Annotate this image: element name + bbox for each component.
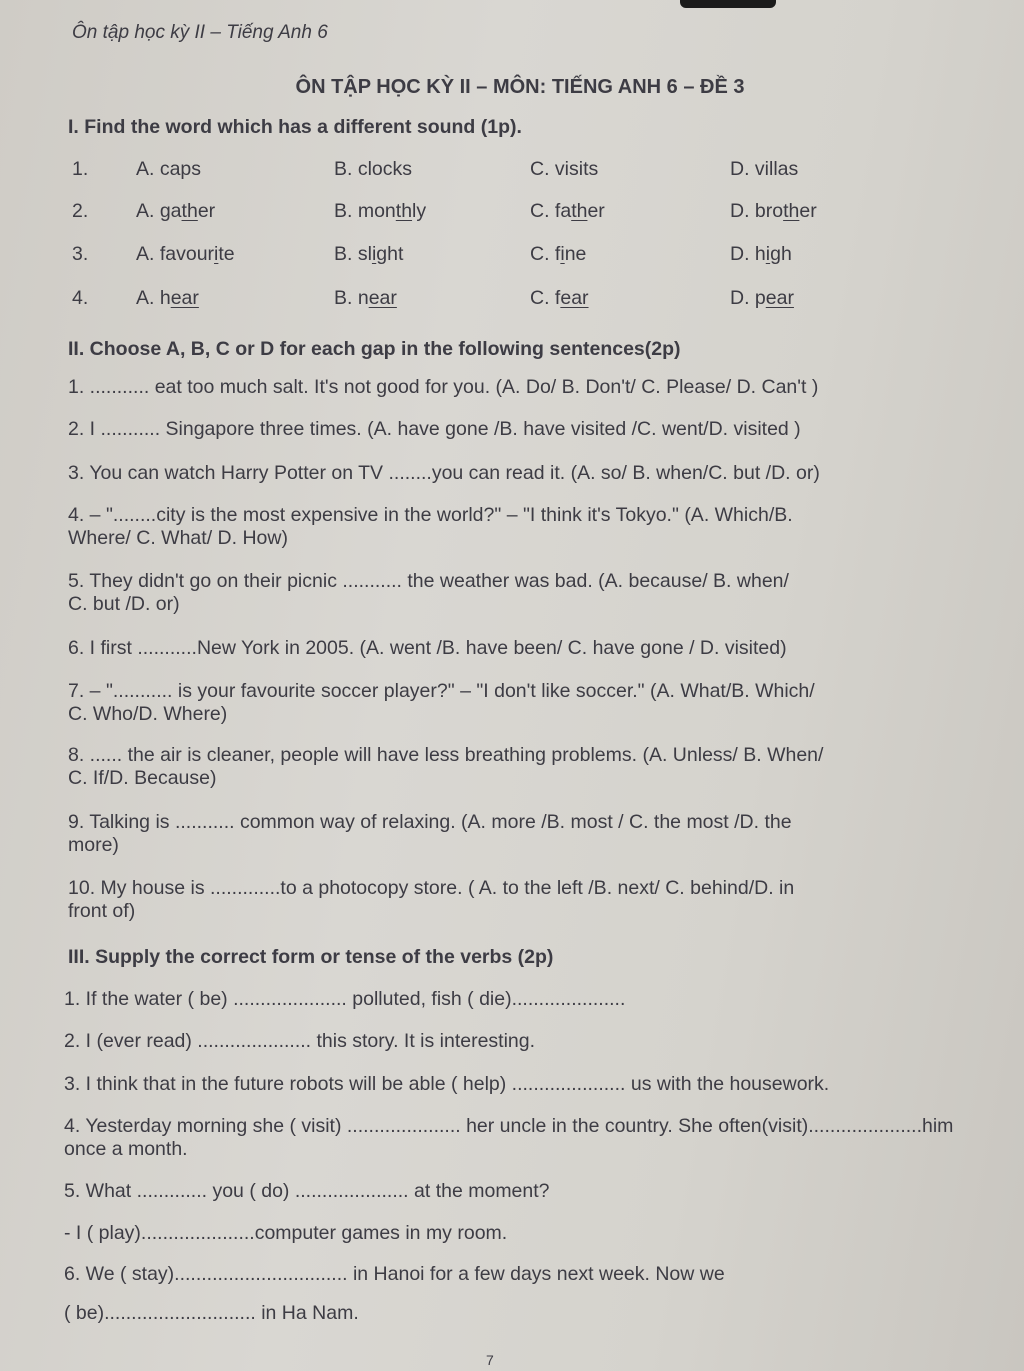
option-a [136, 200, 215, 223]
underlined-sound: ear [368, 287, 397, 309]
section-3-heading: III. Supply the correct form or tense of the verbs (2p) [68, 946, 554, 968]
option-text: er [197, 200, 216, 222]
verb-line-continued: (visit).....................him once a month. [64, 1115, 954, 1160]
option-text: ght [376, 243, 404, 265]
option-c [530, 200, 605, 223]
option-text: C. f [530, 243, 561, 265]
option-b [334, 287, 397, 310]
verb-item [64, 1180, 964, 1203]
question-line-continued: C. but /D. or) [68, 593, 180, 615]
verb-item [64, 1073, 964, 1096]
question-item [68, 418, 968, 441]
question-line: 10. My house is .............to a photocopy store. ( A. to the left /B. next/ C. behind/D. in [68, 877, 795, 899]
underlined-sound: ear [170, 287, 199, 309]
option-a [136, 243, 235, 266]
sound-row [0, 200, 1024, 230]
verb-line: - I ( play).....................computer games in my room. [64, 1222, 508, 1244]
underlined-sound: th [395, 200, 413, 222]
verb-line: 3. I think that in the future robots will be able ( help) ..................... us with the housework. [64, 1073, 830, 1095]
option-text: ne [564, 243, 587, 265]
option-text: A. ga [136, 200, 182, 222]
question-item [68, 376, 968, 399]
underlined-sound: i [371, 243, 377, 265]
question-item [68, 744, 968, 790]
option-text: D. p [730, 287, 766, 309]
question-line: 2. I ........... Singapore three times. (A. have gone /B. have visited /C. went/D. visited ) [68, 418, 801, 440]
dark-edge-object [680, 0, 776, 8]
question-line: 3. You can watch Harry Potter on TV ........you can read it. (A. so/ B. when/C. but /D. or) [68, 462, 820, 484]
verb-line: 4. Yesterday morning she ( visit) ..................... her uncle in the country. She often [64, 1115, 762, 1137]
verb-line: ( be)............................ in Ha Nam. [64, 1302, 359, 1324]
option-d [730, 287, 794, 310]
option-text: D. h [730, 243, 766, 265]
verb-item [64, 988, 964, 1011]
option-text: C. f [530, 287, 561, 309]
verb-item [64, 1115, 964, 1161]
question-line-continued: Where/ C. What/ D. How) [68, 527, 288, 549]
option-text: D. bro [730, 200, 784, 222]
underlined-sound: i [765, 243, 771, 265]
question-item [68, 637, 968, 660]
question-line: 4. – "........city is the most expensive in the world?" – "I think it's Tokyo." (A. Which/B. [68, 504, 793, 526]
option-text: A. h [136, 287, 171, 309]
option-text: A. caps [136, 158, 202, 180]
underlined-sound: th [181, 200, 198, 222]
row-number: 2. [72, 200, 89, 222]
option-text: B. clocks [334, 158, 413, 180]
option-text: D. villas [730, 158, 799, 180]
option-d [730, 243, 792, 266]
option-text: er [799, 200, 817, 222]
option-b [334, 200, 426, 223]
verb-item [64, 1302, 964, 1325]
verb-line: 2. I (ever read) ..................... this story. It is interesting. [64, 1030, 536, 1052]
verb-item [64, 1263, 964, 1286]
row-number: 4. [72, 287, 89, 309]
underlined-sound: th [783, 200, 800, 222]
question-item [68, 811, 968, 857]
question-line: 7. – "........... is your favourite soccer player?" – "I don't like soccer." (A. What/B. Which/ [68, 680, 815, 702]
verb-line: 1. If the water ( be) ..................... polluted, fish ( die)..................... [64, 988, 626, 1010]
question-line: 9. Talking is ........... common way of relaxing. (A. more /B. most / C. the most /D. the [68, 811, 792, 833]
option-text: gh [770, 243, 792, 265]
option-text: C. fa [530, 200, 572, 222]
sound-row [0, 287, 1024, 317]
page-title: ÔN TẬP HỌC KỲ II – MÔN: TIẾNG ANH 6 – ĐỀ 3 [295, 76, 745, 98]
question-item [68, 680, 968, 726]
option-a [136, 158, 201, 181]
option-text: B. mon [334, 200, 396, 222]
section-1-heading: I. Find the word which has a different sound (1p). [68, 116, 522, 138]
verb-line: 5. What ............. you ( do) ..................... at the moment? [64, 1180, 550, 1202]
sound-row [0, 158, 1024, 188]
question-line: 6. I first ...........New York in 2005. (A. went /B. have been/ C. have gone / D. visited) [68, 637, 787, 659]
page-number: 7 [486, 1352, 494, 1368]
row-number: 1. [72, 158, 89, 180]
underlined-sound: i [560, 243, 565, 265]
question-item [68, 570, 968, 616]
option-d [730, 200, 817, 223]
option-c [530, 158, 598, 181]
option-text: B. sl [334, 243, 372, 265]
option-text: er [587, 200, 605, 222]
section-2-heading: II. Choose A, B, C or D for each gap in the following sentences(2p) [68, 338, 681, 360]
question-item [68, 504, 968, 550]
verb-item [64, 1030, 964, 1053]
option-c [530, 243, 586, 266]
option-a [136, 287, 199, 310]
question-line: 8. ...... the air is cleaner, people will have less breathing problems. (A. Unless/ B. When/ [68, 744, 824, 766]
option-text: B. n [334, 287, 369, 309]
question-line-continued: C. Who/D. Where) [68, 703, 228, 725]
row-number: 3. [72, 243, 89, 265]
option-text: A. favour [136, 243, 215, 265]
question-line-continued: front of) [68, 900, 136, 922]
question-line-continued: C. If/D. Because) [68, 767, 217, 789]
option-b [334, 158, 412, 181]
underlined-sound: i [214, 243, 219, 265]
option-b [334, 243, 403, 266]
option-d [730, 158, 798, 181]
question-item [68, 462, 968, 485]
option-c [530, 287, 589, 310]
sound-row [0, 243, 1024, 273]
option-text: te [218, 243, 235, 265]
option-text: ly [412, 200, 427, 222]
verb-item [64, 1222, 964, 1245]
underlined-sound: th [571, 200, 588, 222]
option-text: C. visits [530, 158, 599, 180]
verb-line: 6. We ( stay)................................ in Hanoi for a few days next week. Now we [64, 1263, 725, 1285]
page-header: Ôn tập học kỳ II – Tiếng Anh 6 [72, 22, 328, 43]
question-line: 5. They didn't go on their picnic ........... the weather was bad. (A. because/ B. when/ [68, 570, 789, 592]
question-line: 1. ........... eat too much salt. It's not good for you. (A. Do/ B. Don't/ C. Please/ D. Can't ) [68, 376, 819, 398]
underlined-sound: ear [560, 287, 589, 309]
underlined-sound: ear [765, 287, 794, 309]
question-line-continued: more) [68, 834, 119, 856]
question-item [68, 877, 968, 923]
